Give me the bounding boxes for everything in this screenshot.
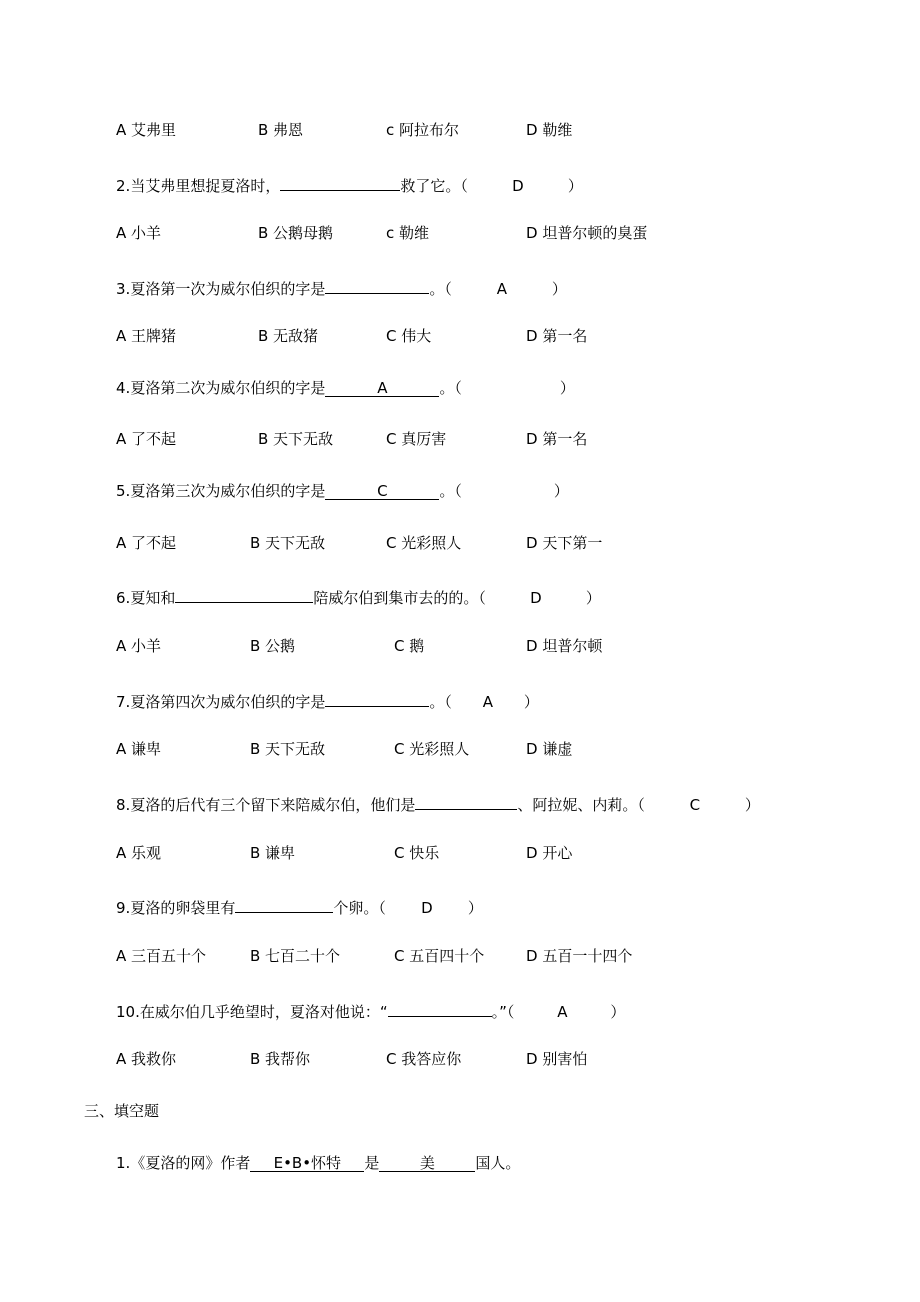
question-number: 9. (116, 899, 131, 917)
question-3 (116, 275, 567, 299)
question-text-after: 国人。 (475, 1154, 521, 1172)
question-text: 当艾弗里想捉夏洛时， (130, 177, 281, 195)
option-a: A 我救你 (116, 1050, 177, 1068)
option-a: A 小羊 (116, 224, 162, 242)
option-b: B 天下无敌 (250, 534, 326, 552)
paren-close: ） (559, 379, 575, 397)
answer-choice: D (512, 177, 524, 195)
answer-blank (280, 172, 400, 191)
question-text: 夏洛第四次为威尔伯织的字是 (130, 693, 326, 711)
answer-blank (388, 998, 492, 1017)
answer-blank (175, 584, 313, 603)
question-text: 《夏洛的网》作者 (130, 1154, 251, 1172)
option-a: A 三百五十个 (116, 947, 207, 965)
option-a: A 谦卑 (116, 740, 162, 758)
question-text: 夏洛第三次为威尔伯织的字是 (130, 482, 326, 500)
question-text-after: 。（ (439, 482, 462, 500)
answer-choice: A (557, 1003, 568, 1021)
option-c: C 我答应你 (386, 1050, 462, 1068)
question-text-mid: 是 (364, 1154, 380, 1172)
question-number: 3. (116, 280, 131, 298)
option-c: C 光彩照人 (394, 740, 470, 758)
question-number: 5. (116, 482, 131, 500)
answer-blank (325, 275, 429, 294)
option-c: C 真厉害 (386, 430, 447, 448)
question-text: 在威尔伯几乎绝望时，夏洛对他说：“ (139, 1003, 388, 1021)
option-b: B 谦卑 (250, 844, 296, 862)
answer-blank (235, 894, 333, 913)
answer-choice: A (496, 280, 507, 298)
question-text: 夏洛的卵袋里有 (130, 899, 236, 917)
question-5 (116, 481, 569, 501)
option-b: B 天下无敌 (250, 740, 326, 758)
question-text: 夏洛第一次为威尔伯织的字是 (130, 280, 326, 298)
option-a: A 了不起 (116, 534, 177, 552)
question-number: 4. (116, 379, 131, 397)
question-text-after: 救了它。（ (400, 177, 468, 195)
option-d: D 坦普尔顿的臭蛋 (526, 224, 648, 242)
paren-close: ） (585, 589, 601, 607)
option-a: A 小羊 (116, 637, 162, 655)
section-title: 三、填空题 (84, 1102, 160, 1120)
q1-option-d: D 勒维 (526, 121, 573, 139)
question-8 (116, 791, 760, 815)
paren-close: ） (610, 1003, 626, 1021)
option-c: C 鹅 (394, 637, 425, 655)
author-blank: E•B•怀特 (250, 1153, 364, 1172)
nationality-blank: 美 (379, 1153, 475, 1172)
paren-close: ） (744, 796, 760, 814)
option-c: C 五百四十个 (394, 947, 485, 965)
answer-blank: C (325, 481, 439, 500)
answer-blank: A (325, 378, 439, 397)
question-text: 夏洛第二次为威尔伯织的字是 (130, 379, 326, 397)
question-number: 10. (116, 1003, 140, 1021)
question-9 (116, 894, 483, 918)
question-text: 夏洛的后代有三个留下来陪威尔伯，他们是 (130, 796, 416, 814)
paren-close: ） (467, 899, 483, 917)
option-d: D 开心 (526, 844, 573, 862)
answer-blank (415, 791, 517, 810)
question-number: 8. (116, 796, 131, 814)
option-d: D 五百一十四个 (526, 947, 633, 965)
question-7 (116, 688, 539, 712)
option-c: C 光彩照人 (386, 534, 462, 552)
question-10 (116, 998, 625, 1022)
question-text-after: 。”（ (491, 1003, 515, 1021)
q1-option-c: c 阿拉布尔 (386, 121, 460, 139)
option-d: D 第一名 (526, 430, 588, 448)
question-text-after: 陪威尔伯到集市去的的。（ (313, 589, 486, 607)
option-a: A 乐观 (116, 844, 162, 862)
question-2 (116, 172, 583, 196)
question-6 (116, 584, 601, 608)
option-a: A 王牌猪 (116, 327, 177, 345)
paren-close: ） (567, 177, 583, 195)
option-b: B 公鹅 (250, 637, 296, 655)
option-b: B 七百二十个 (250, 947, 341, 965)
question-text-after: 。（ (429, 693, 452, 711)
option-d: D 坦普尔顿 (526, 637, 603, 655)
answer-choice: C (689, 796, 701, 814)
question-text-after: 。（ (439, 379, 462, 397)
option-d: D 谦虚 (526, 740, 573, 758)
option-a: A 了不起 (116, 430, 177, 448)
paren-close: ） (523, 693, 539, 711)
q1-option-b: B 弗恩 (258, 121, 304, 139)
answer-blank (325, 688, 429, 707)
option-c: C 快乐 (394, 844, 440, 862)
question-number: 2. (116, 177, 131, 195)
answer-choice: D (421, 899, 433, 917)
option-b: B 天下无敌 (258, 430, 334, 448)
option-d: D 第一名 (526, 327, 588, 345)
option-c: c 勒维 (386, 224, 430, 242)
question-text-after: 。（ (429, 280, 452, 298)
q1-option-a: A 艾弗里 (116, 121, 177, 139)
option-c: C 伟大 (386, 327, 432, 345)
question-number: 1. (116, 1154, 131, 1172)
option-b: B 公鹅母鹅 (258, 224, 334, 242)
answer-choice: A (482, 693, 493, 711)
question-text-after: 个卵。（ (333, 899, 386, 917)
option-d: D 天下第一 (526, 534, 603, 552)
question-4 (116, 378, 575, 398)
question-text-after: 、阿拉妮、内莉。（ (517, 796, 645, 814)
answer-choice: D (530, 589, 542, 607)
question-text: 夏知和 (130, 589, 176, 607)
paren-close: ） (553, 482, 569, 500)
option-b: B 我帮你 (250, 1050, 311, 1068)
option-b: B 无敌猪 (258, 327, 319, 345)
paren-close: ） (551, 280, 567, 298)
question-number: 7. (116, 693, 131, 711)
question-number: 6. (116, 589, 131, 607)
fill-question-1 (116, 1153, 520, 1173)
option-d: D 别害怕 (526, 1050, 588, 1068)
